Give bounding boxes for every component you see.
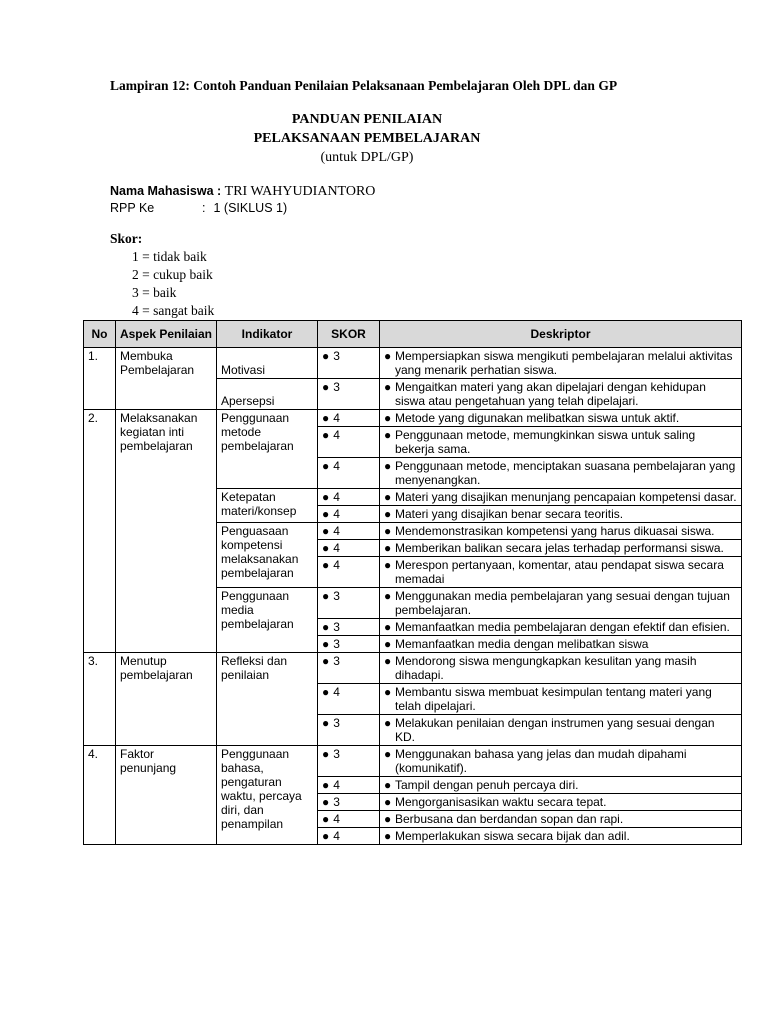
indicator-cell [217,588,318,653]
table-row [84,410,742,427]
descriptor-text: Berbusana dan berdandan sopan dan rapi. [395,812,624,826]
score-cell [318,379,380,410]
score-value: 4 [333,812,340,826]
bullet-icon: ● [322,589,330,603]
score-value: 4 [333,685,340,699]
score-cell [318,746,380,777]
header-deskriptor: Deskriptor [380,321,742,348]
score-cell [318,348,380,379]
indicator-cell [217,523,318,588]
descriptor-cell [380,410,742,427]
score-value: 3 [333,747,340,761]
table-row [84,746,742,777]
descriptor-text: Penggunaan metode, menciptakan suasana pembelajaran yang menyenangkan. [395,459,736,487]
score-cell [318,811,380,828]
score-value: 3 [333,589,340,603]
rpp-separator: : [202,201,206,215]
score-value: 4 [333,558,340,572]
bullet-icon: ● [384,620,392,634]
bullet-icon: ● [384,812,392,826]
score-value: 4 [333,524,340,538]
table-header-row [84,321,742,348]
indicator-text: Apersepsi [221,394,275,408]
descriptor-cell [380,506,742,523]
score-value: 4 [333,778,340,792]
section-aspect: Faktor penunjang [116,746,217,845]
student-name-value: TRI WAHYUDIANTORO [224,184,376,199]
bullet-icon: ● [384,459,392,473]
descriptor-text: Membantu siswa membuat kesimpulan tentang materi yang telah dipelajari. [395,685,712,713]
score-value: 3 [333,380,340,394]
rpp-value: 1 (SIKLUS 1) [213,201,288,215]
section-aspect: Melaksanakan kegiatan inti pembelajaran [116,410,217,653]
bullet-icon: ● [384,716,392,730]
descriptor-text: Mengaitkan materi yang akan dipelajari dengan kehidupan siswa atau pengetahuan yang telah dipelajari. [395,380,706,408]
bullet-icon: ● [322,716,330,730]
descriptor-cell [380,746,742,777]
score-cell [318,427,380,458]
rpp-row [110,200,375,217]
descriptor-cell [380,619,742,636]
score-scale-heading: Skor: [110,231,143,246]
descriptor-text: Mendorong siswa mengungkapkan kesulitan yang masih dihadapi. [395,654,697,682]
bullet-icon: ● [322,541,330,555]
bullet-icon: ● [384,490,392,504]
descriptor-text: Materi yang disajikan menunjang pencapaian kompetensi dasar. [395,490,737,504]
descriptor-text: Memberikan balikan secara jelas terhadap performansi siswa. [395,541,724,555]
descriptor-text: Metode yang digunakan melibatkan siswa untuk aktif. [395,411,680,425]
header-no: No [84,321,116,348]
bullet-icon: ● [322,747,330,761]
bullet-icon: ● [384,795,392,809]
score-cell [318,653,380,684]
score-cell [318,684,380,715]
descriptor-text: Tampil dengan penuh percaya diri. [395,778,579,792]
bullet-icon: ● [322,654,330,668]
section-number: 1. [84,348,116,410]
header-skor: SKOR [318,321,380,348]
score-value: 4 [333,829,340,843]
score-scale-item: 3 = baik [132,285,177,300]
bullet-icon: ● [322,524,330,538]
bullet-icon: ● [322,620,330,634]
score-cell [318,619,380,636]
score-scale-item: 1 = tidak baik [132,249,207,264]
indicator-cell [217,348,318,379]
score-value: 4 [333,541,340,555]
bullet-icon: ● [384,829,392,843]
score-cell [318,540,380,557]
indicator-text: Penguasaan kompetensi melaksanakan pembelajaran [221,524,299,580]
score-cell [318,715,380,746]
bullet-icon: ● [384,637,392,651]
bullet-icon: ● [322,411,330,425]
student-name-row [110,183,375,200]
bullet-icon: ● [322,795,330,809]
descriptor-text: Menggunakan bahasa yang jelas dan mudah dipahami (komunikatif). [395,747,687,775]
appendix-caption: Lampiran 12: Contoh Panduan Penilaian Pelaksanaan Pembelajaran Oleh DPL dan GP [110,78,618,93]
score-value: 3 [333,795,340,809]
bullet-icon: ● [384,507,392,521]
section-number: 3. [84,653,116,746]
descriptor-text: Mendemonstrasikan kompetensi yang harus dikuasai siswa. [395,524,715,538]
descriptor-cell [380,348,742,379]
score-cell [318,458,380,489]
descriptor-text: Memperlakukan siswa secara bijak dan adil. [395,829,630,843]
score-value: 4 [333,507,340,521]
score-value: 4 [333,490,340,504]
descriptor-cell [380,540,742,557]
score-value: 3 [333,349,340,363]
bullet-icon: ● [384,380,392,394]
header-aspek: Aspek Penilaian [116,321,217,348]
descriptor-cell [380,379,742,410]
score-value: 3 [333,716,340,730]
bullet-icon: ● [384,685,392,699]
rpp-label: RPP Ke [110,201,155,215]
descriptor-cell [380,715,742,746]
indicator-cell [217,410,318,489]
descriptor-cell [380,489,742,506]
descriptor-cell [380,588,742,619]
bullet-icon: ● [384,349,392,363]
bullet-icon: ● [384,654,392,668]
score-cell [318,489,380,506]
bullet-icon: ● [322,812,330,826]
score-cell [318,794,380,811]
bullet-icon: ● [322,380,330,394]
descriptor-text: Materi yang disajikan benar secara teoritis. [395,507,624,521]
descriptor-text: Merespon pertanyaan, komentar, atau pendapat siswa secara memadai [395,558,724,586]
bullet-icon: ● [322,459,330,473]
title-block [0,110,734,167]
score-cell [318,523,380,540]
header-indikator: Indikator [217,321,318,348]
score-value: 4 [333,428,340,442]
descriptor-cell [380,684,742,715]
bullet-icon: ● [384,589,392,603]
indicator-cell [217,746,318,845]
descriptor-text: Penggunaan metode, memungkinkan siswa untuk saling bekerja sama. [395,428,696,456]
score-cell [318,506,380,523]
indicator-text: Refleksi dan penilaian [221,654,288,682]
indicator-cell [217,489,318,523]
table-row [84,653,742,684]
score-cell [318,777,380,794]
identity-block [110,183,375,217]
descriptor-cell [380,458,742,489]
descriptor-text: Mempersiapkan siswa mengikuti pembelajaran melalui aktivitas yang menarik perhatian siswa. [395,349,733,377]
score-cell [318,588,380,619]
bullet-icon: ● [384,747,392,761]
bullet-icon: ● [322,507,330,521]
descriptor-text: Melakukan penilaian dengan instrumen yang sesuai dengan KD. [395,716,715,744]
score-value: 4 [333,411,340,425]
title-subtitle: (untuk DPL/GP) [320,150,414,165]
indicator-cell [217,379,318,410]
descriptor-cell [380,777,742,794]
descriptor-text: Memanfaatkan media dengan melibatkan siswa [395,637,649,651]
bullet-icon: ● [322,637,330,651]
title-line-1: PANDUAN PENILAIAN [291,112,443,127]
indicator-text: Penggunaan bahasa, pengaturan waktu, percaya diri, dan penampilan [221,747,302,831]
indicator-cell [217,653,318,746]
score-value: 4 [333,459,340,473]
descriptor-cell [380,557,742,588]
title-line-2: PELAKSANAAN PEMBELAJARAN [253,131,481,146]
descriptor-cell [380,794,742,811]
descriptor-cell [380,636,742,653]
bullet-icon: ● [384,524,392,538]
descriptor-cell [380,427,742,458]
score-cell [318,557,380,588]
descriptor-cell [380,523,742,540]
section-number: 4. [84,746,116,845]
bullet-icon: ● [322,349,330,363]
bullet-icon: ● [322,778,330,792]
indicator-text: Penggunaan media pembelajaran [221,589,294,631]
score-scale-item: 2 = cukup baik [132,267,213,282]
score-value: 3 [333,654,340,668]
section-aspect: Menutup pembelajaran [116,653,217,746]
descriptor-cell [380,653,742,684]
indicator-text: Motivasi [221,363,266,377]
bullet-icon: ● [384,428,392,442]
section-aspect: Membuka Pembelajaran [116,348,217,410]
bullet-icon: ● [322,685,330,699]
bullet-icon: ● [322,428,330,442]
bullet-icon: ● [384,778,392,792]
descriptor-cell [380,811,742,828]
score-cell [318,636,380,653]
descriptor-cell [380,828,742,845]
descriptor-text: Mengorganisasikan waktu secara tepat. [395,795,607,809]
descriptor-text: Memanfaatkan media pembelajaran dengan efektif dan efisien. [395,620,730,634]
bullet-icon: ● [322,490,330,504]
bullet-icon: ● [384,411,392,425]
descriptor-text: Menggunakan media pembelajaran yang sesuai dengan tujuan pembelajaran. [395,589,730,617]
indicator-text: Ketepatan materi/konsep [221,490,297,518]
bullet-icon: ● [384,558,392,572]
score-scale [110,230,214,320]
table-row [84,348,742,379]
bullet-icon: ● [322,558,330,572]
student-name-label: Nama Mahasiswa : [110,184,222,198]
assessment-table [83,320,742,845]
score-cell [318,410,380,427]
section-number: 2. [84,410,116,653]
score-scale-item: 4 = sangat baik [132,303,215,318]
score-value: 3 [333,637,340,651]
bullet-icon: ● [322,829,330,843]
score-value: 3 [333,620,340,634]
bullet-icon: ● [384,541,392,555]
score-cell [318,828,380,845]
indicator-text: Penggunaan metode pembelajaran [221,411,294,453]
